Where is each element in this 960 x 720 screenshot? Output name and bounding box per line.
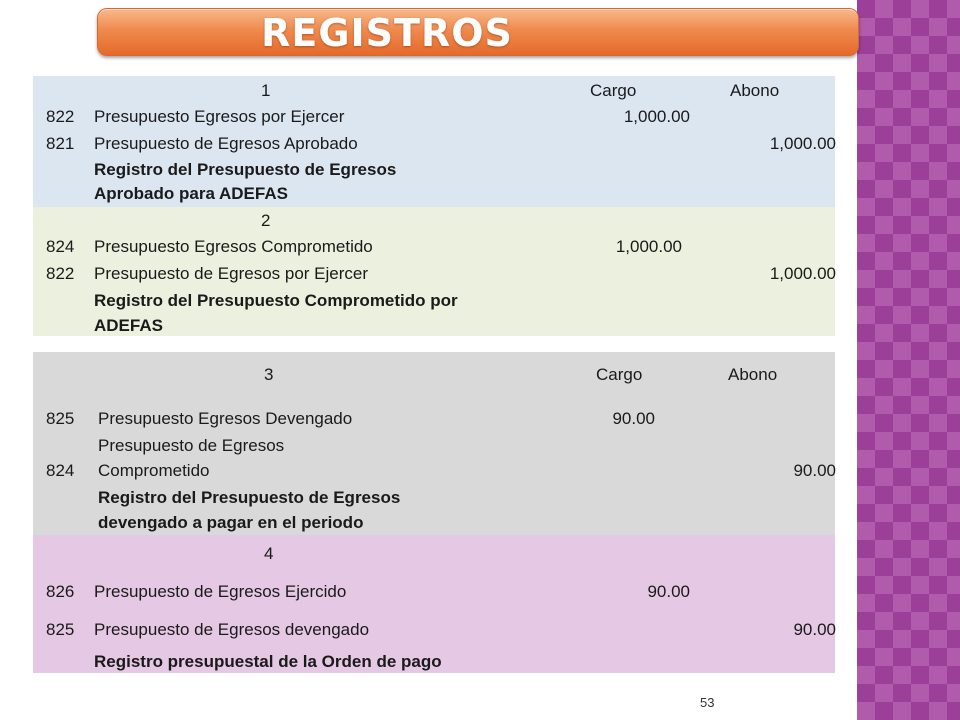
- cargo-amount: 1,000.00: [615, 237, 682, 256]
- account-code: 822: [46, 264, 75, 283]
- account-code: 821: [46, 134, 75, 153]
- account-description: Presupuesto de Egresos: [98, 436, 285, 455]
- abono-amount: 1,000.00: [769, 264, 836, 283]
- account-code: 824: [46, 461, 75, 480]
- account-description: Comprometido: [98, 461, 210, 480]
- entry-number: 3: [264, 365, 274, 384]
- entry-note: ADEFAS: [94, 316, 163, 335]
- entry-note: Registro del Presupuesto Comprometido por: [94, 291, 458, 310]
- account-code: 822: [46, 107, 75, 126]
- account-code: 825: [46, 409, 75, 428]
- abono-header: Abono: [730, 81, 780, 100]
- entry-note: Registro del Presupuesto de Egresos: [98, 488, 401, 507]
- entry-number: 1: [261, 81, 271, 100]
- cargo-amount: 1,000.00: [623, 107, 690, 126]
- abono-amount: 90.00: [793, 620, 836, 639]
- cargo-header: Cargo: [590, 81, 637, 100]
- entry-note: Aprobado para ADEFAS: [94, 184, 288, 203]
- cargo-amount: 90.00: [647, 582, 690, 601]
- entry-note: devengado a pagar en el periodo: [98, 513, 364, 532]
- entry-note: Registro del Presupuesto de Egresos: [94, 160, 397, 179]
- page-title: REGISTROS: [261, 11, 513, 55]
- decorative-side-strip: [857, 0, 960, 720]
- cargo-header: Cargo: [596, 365, 643, 384]
- account-code: 825: [46, 620, 75, 639]
- account-description: Presupuesto Egresos Devengado: [98, 409, 353, 428]
- account-description: Presupuesto de Egresos devengado: [94, 620, 370, 639]
- account-code: 824: [46, 237, 75, 256]
- abono-amount: 90.00: [793, 461, 836, 480]
- page-number: 53: [700, 695, 715, 710]
- account-description: Presupuesto de Egresos por Ejercer: [94, 264, 369, 283]
- entry-note: Registro presupuestal de la Orden de pago: [94, 652, 442, 671]
- abono-header: Abono: [728, 365, 778, 384]
- account-description: Presupuesto de Egresos Ejercido: [94, 582, 347, 601]
- account-code: 826: [46, 582, 75, 601]
- account-description: Presupuesto de Egresos Aprobado: [94, 134, 358, 153]
- account-description: Presupuesto Egresos Comprometido: [94, 237, 373, 256]
- account-description: Presupuesto Egresos por Ejercer: [94, 107, 345, 126]
- entry-number: 4: [264, 544, 274, 563]
- cargo-amount: 90.00: [612, 409, 655, 428]
- abono-amount: 1,000.00: [769, 134, 836, 153]
- entry-number: 2: [261, 211, 271, 230]
